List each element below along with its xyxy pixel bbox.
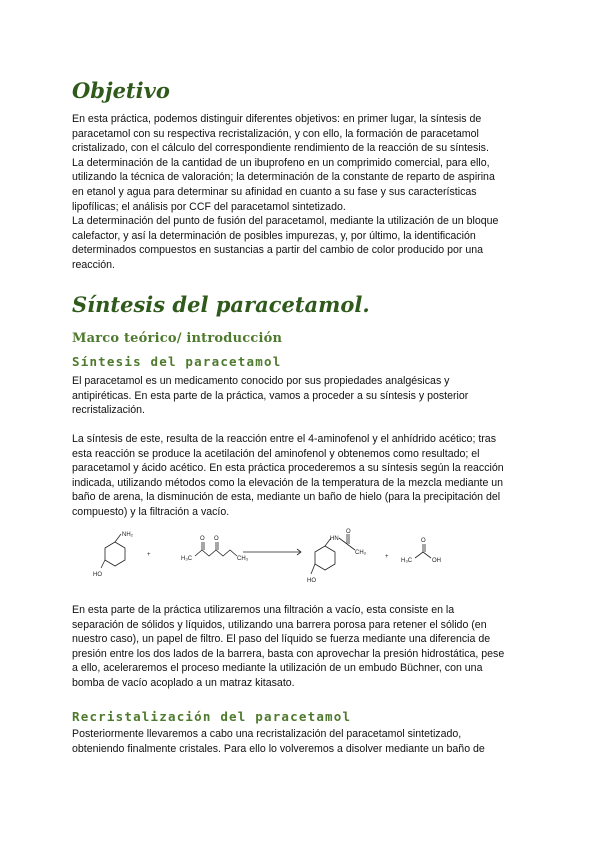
- heading-marco-teorico: Marco teórico/ introducción: [72, 331, 283, 346]
- text-line: La determinación de la cantidad de un ibuprofeno en un comprimido comercial, para ello,: [72, 156, 490, 169]
- text-line: a ello, aceleraremos el proceso mediante la utilización de un embudo Büchner, con una: [72, 662, 483, 675]
- paragraph-reaction: [72, 432, 530, 520]
- text-line: reacción.: [72, 258, 115, 271]
- text-line: obteniendo finalmente cristales. Para ello lo volveremos a disolver mediante un baño de: [72, 742, 485, 755]
- text-line: Posteriormente llevaremos a cabo una recristalización del paracetamol sintetizado,: [72, 728, 462, 740]
- text-line: antipiréticas. En esta parte de la práctica, vamos a proceder a su síntesis y posterior: [72, 389, 469, 402]
- label-h3c: H₃C: [181, 556, 193, 562]
- label-hn: HN: [330, 536, 339, 542]
- label-o: O: [214, 536, 219, 542]
- text-line: lipofílicas; el análisis por CCF del paracetamol sintetizado.: [72, 200, 346, 213]
- label-o: O: [346, 529, 351, 535]
- label-plus: +: [385, 554, 389, 560]
- paragraph-recristalizacion: [72, 727, 530, 756]
- heading-objetivo: Objetivo: [72, 78, 170, 103]
- text-line: En esta parte de la práctica utilizaremos una filtración a vacío, esta consiste en la: [72, 604, 455, 616]
- label-nh2: NH₂: [122, 532, 133, 538]
- text-line: recristalización.: [72, 404, 146, 417]
- text-line: baño de arena, la disminución de esta, mediante un baño de hielo (para la precipitación del: [72, 491, 501, 504]
- paragraph-intro: [72, 374, 530, 418]
- heading-sintesis: Síntesis del paracetamol.: [72, 292, 370, 317]
- text-line: nuestro caso), un papel de filtro. El paso del líquido se fuerza mediante una diferencia de: [72, 633, 491, 646]
- label-o: O: [200, 536, 205, 542]
- reaction-scheme: [85, 528, 505, 590]
- text-line: determinados compuestos en sustancias a partir del cambio de color producido por una: [72, 244, 484, 257]
- text-line: La determinación del punto de fusión del paracetamol, mediante la utilización de un bloque: [72, 215, 499, 228]
- paracetamol-ring: [315, 546, 335, 570]
- text-line: separación de sólidos y líquidos, utilizando una barrera porosa para retener el sólido (en: [72, 618, 487, 631]
- label-o: O: [421, 538, 426, 544]
- text-line: utilizando la técnica de valoración; la determinación de la constante de reparto de aspirina: [72, 171, 495, 184]
- text-line: presión entre los dos lados de la barrera, basta con aprovechar la presión hidrostática, pese: [72, 647, 505, 660]
- label-ch3: CH₃: [237, 556, 249, 562]
- text-line: en etanol y agua para determinar su afinidad en cuanto a su fase y sus características: [72, 185, 477, 198]
- label-oh: OH: [432, 558, 441, 564]
- text-line: paracetamol y ácido acético. En esta práctica procederemos a su síntesis según la reacción: [72, 462, 504, 475]
- text-line: cristalizado, con el cálculo del correspondiente rendimiento de la reacción de su síntesis.: [72, 142, 489, 155]
- text-line: indicada, utilizando métodos como la elevación de la temperatura de la mezcla mediante un: [72, 476, 504, 489]
- text-line: bomba de vacío acoplado a un matraz kitasato.: [72, 676, 295, 689]
- label-ho: HO: [93, 572, 102, 578]
- label-plus: +: [147, 552, 151, 558]
- label-h3c: H₃C: [401, 558, 413, 564]
- text-line: esta reacción se produce la acetilación del aminofenol y obtenemos como resultado; el: [72, 447, 480, 460]
- text-line: calefactor, y así la determinación de posibles impurezas, y, por último, la identificación: [72, 229, 476, 242]
- text-line: El paracetamol es un medicamento conocido por sus propiedades analgésicas y: [72, 375, 450, 387]
- text-line: En esta práctica, podemos distinguir diferentes objetivos: en primer lugar, la síntesis de: [72, 113, 482, 125]
- text-line: paracetamol con su respectiva recristalización, y con ello, la formación de paracetamol: [72, 127, 479, 140]
- aminophenol-ring: [105, 542, 125, 566]
- anhydride-chain: [195, 550, 237, 556]
- text-line: compuesto) y la filtración a vacío.: [72, 505, 230, 518]
- acetic-acid-chain: [415, 552, 431, 558]
- subheading-recristalizacion: Recristalización del paracetamol: [72, 709, 352, 724]
- paragraph-filtration: [72, 603, 530, 691]
- subheading-sintesis: Síntesis del paracetamol: [72, 354, 282, 369]
- paragraph-objetivo: [72, 112, 530, 273]
- text-line: La síntesis de este, resulta de la reacción entre el 4-aminofenol y el anhídrido acético; tras: [72, 433, 496, 445]
- label-ch3: CH₃: [355, 550, 367, 556]
- label-ho: HO: [307, 578, 316, 584]
